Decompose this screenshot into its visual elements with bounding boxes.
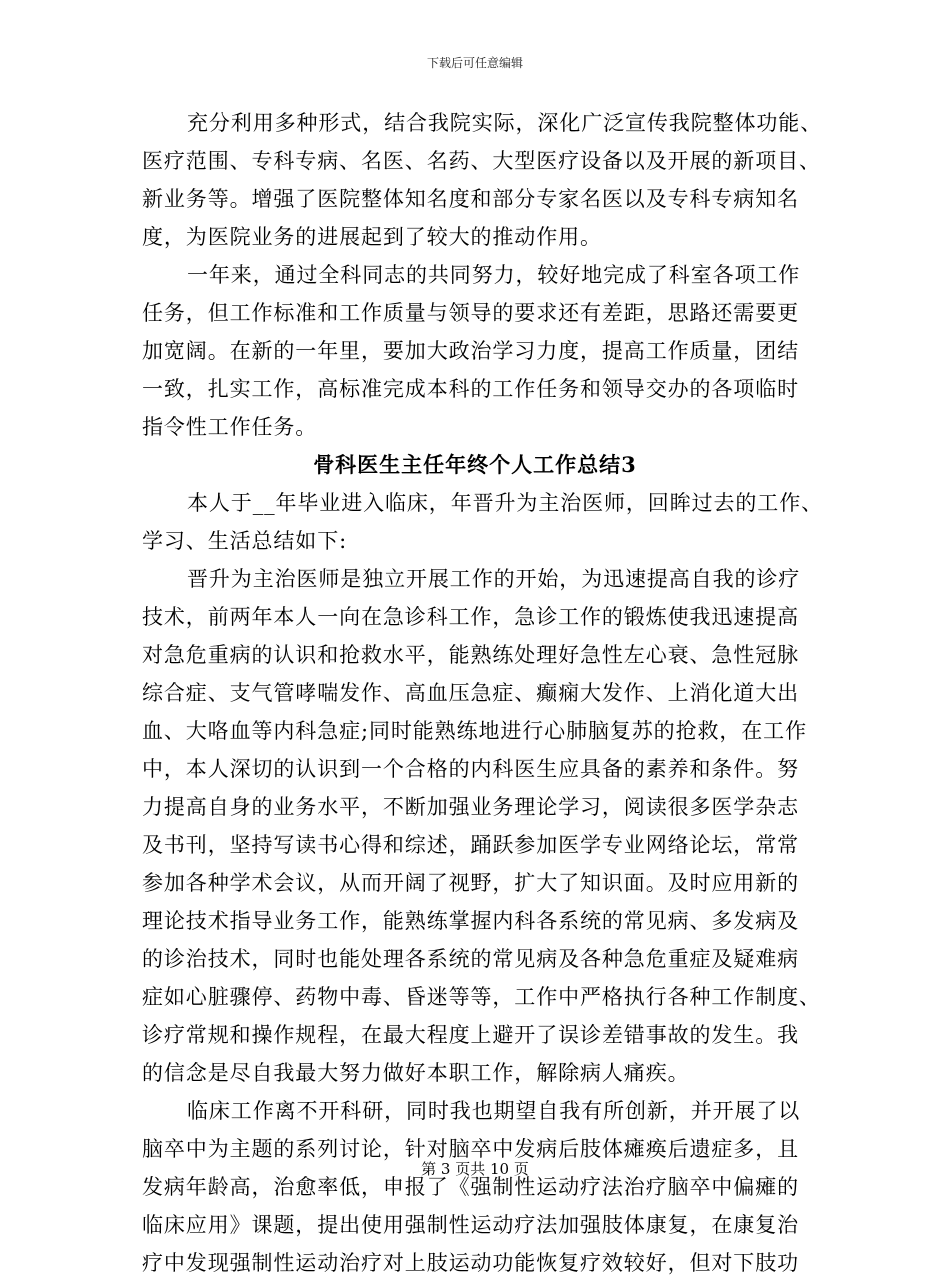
paragraph-line: 的诊治技术，同时也能处理各系统的常见病及各种急危重症及疑难病: [142, 947, 799, 971]
paragraph-line: 力提高自身的业务水平，不断加强业务理论学习，阅读很多医学杂志: [142, 795, 799, 819]
paragraph-line: 参加各种学术会议，从而开阔了视野，扩大了知识面。及时应用新的: [142, 871, 799, 895]
paragraph-line: 综合症、支气管哮喘发作、高血压急症、癫痫大发作、上消化道大出: [142, 681, 799, 705]
paragraph-line: 症如心脏骤停、药物中毒、昏迷等等，工作中严格执行各种工作制度、: [142, 985, 821, 1009]
paragraph-line: 脑卒中为主题的系列讨论，针对脑卒中发病后肢体瘫痪后遗症多，且: [142, 1137, 799, 1161]
document-body: [142, 104, 823, 1282]
paragraph-line: 中，本人深切的认识到一个合格的内科医生应具备的素养和条件。努: [142, 757, 799, 781]
paragraph-line: 临床工作离不开科研，同时我也期望自我有所创新，并开展了以: [187, 1099, 801, 1123]
paragraph-line: 医疗范围、专科专病、名医、名药、大型医疗设备以及开展的新项目、: [142, 149, 821, 173]
paragraph-line: 度，为医院业务的进展起到了较大的推动作用。: [142, 225, 602, 249]
paragraph-line: 任务，但工作标准和工作质量与领导的要求还有差距，思路还需要更: [142, 301, 799, 325]
paragraph-line: 一年来，通过全科同志的共同努力，较好地完成了科室各项工作: [187, 263, 801, 287]
page-footer: 第 3 页共 10 页: [421, 1160, 529, 1178]
paragraph-line: 对急危重病的认识和抢救水平，能熟练处理好急性左心衰、急性冠脉: [142, 643, 799, 667]
page-header: 下载后可任意编辑: [426, 56, 523, 70]
paragraph-line: 学习、生活总结如下:: [142, 529, 348, 553]
paragraph-line: 理论技术指导业务工作，能熟练掌握内科各系统的常见病、多发病及: [142, 909, 799, 933]
paragraph-line: 晋升为主治医师是独立开展工作的开始，为迅速提高自我的诊疗: [187, 567, 801, 591]
paragraph-line: 的信念是尽自我最大努力做好本职工作，解除病人痛疾。: [142, 1061, 690, 1085]
paragraph-line: 发病年龄高，治愈率低，申报了《强制性运动疗法治疗脑卒中偏瘫的: [142, 1175, 799, 1199]
section-title: 骨科医生主任年终个人工作总结3: [313, 452, 637, 477]
paragraph-line: 疗中发现强制性运动治疗对上肢运动功能恢复疗效较好，但对下肢功: [142, 1251, 799, 1275]
paragraph-line: 加宽阔。在新的一年里，要加大政治学习力度，提高工作质量，团结: [142, 339, 799, 363]
paragraph-line: 充分利用多种形式，结合我院实际，深化广泛宣传我院整体功能、: [187, 111, 823, 135]
paragraph-line: 新业务等。增强了医院整体知名度和部分专家名医以及专科专病知名: [142, 187, 799, 211]
paragraph-line: 技术，前两年本人一向在急诊科工作，急诊工作的锻炼使我迅速提高: [142, 605, 799, 629]
paragraph-line: 指令性工作任务。: [142, 415, 318, 439]
paragraph-line: 临床应用》课题，提出使用强制性运动疗法加强肢体康复，在康复治: [142, 1213, 799, 1237]
paragraph-line: 诊疗常规和操作规程，在最大程度上避开了误诊差错事故的发生。我: [142, 1023, 799, 1047]
paragraph-line: 一致，扎实工作，高标准完成本科的工作任务和领导交办的各项临时: [142, 377, 799, 401]
paragraph-line: 及书刊，坚持写读书心得和综述，踊跃参加医学专业网络论坛，常常: [142, 833, 799, 857]
paragraph-line: 血、大咯血等内科急症;同时能熟练地进行心肺脑复苏的抢救，在工作: [142, 719, 807, 743]
paragraph-line: 本人于__年毕业进入临床，年晋升为主治医师，回眸过去的工作、: [187, 491, 823, 515]
